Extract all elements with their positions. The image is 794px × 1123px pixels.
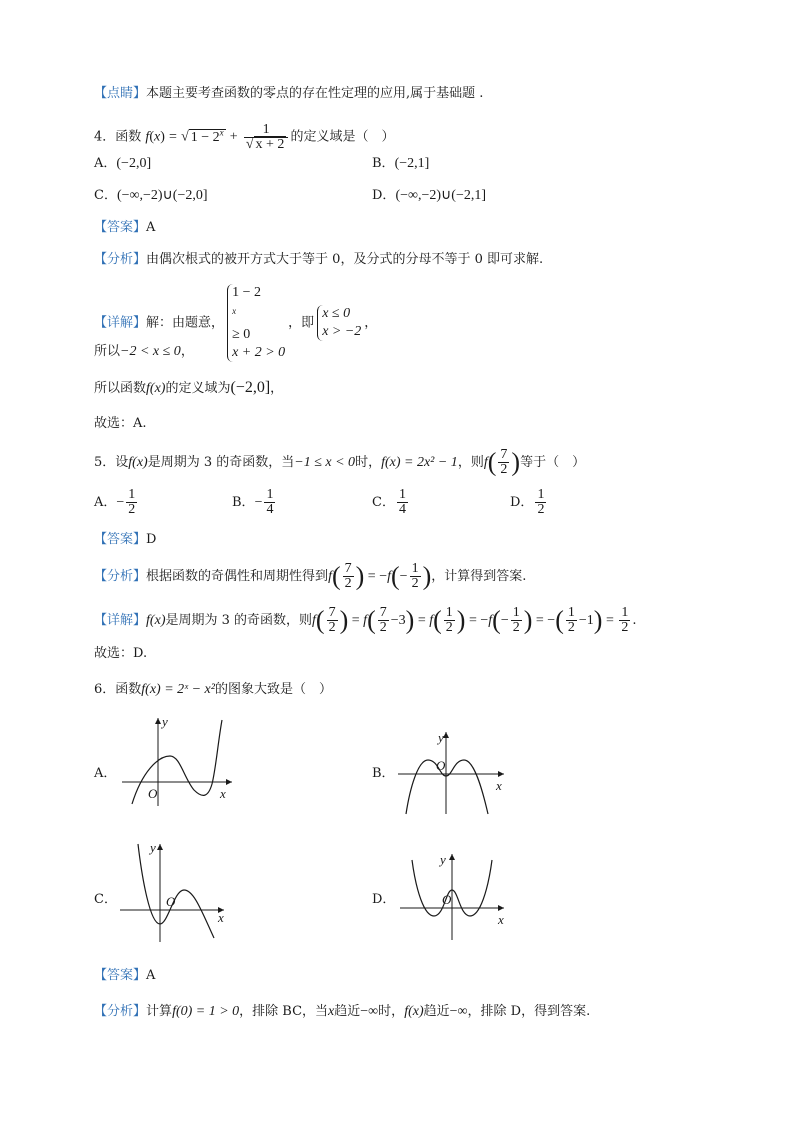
q6-analysis: 【分析】计算f(0) = 1 > 0，排除 BC，当x趋近−∞时，f(x)趋近−∞，排除 D，得到答案. xyxy=(94,1004,591,1019)
q4-option-d[interactable]: D．(−∞,−2)∪(−2,1] xyxy=(372,188,486,203)
x-arrow-icon xyxy=(498,905,504,911)
y-arrow-icon xyxy=(449,854,455,860)
q5-choose: 故选：D. xyxy=(94,646,148,661)
curve xyxy=(406,760,488,814)
origin-label: O xyxy=(148,786,158,801)
q5-option-c[interactable]: C． $\frac{1}{4}$ xyxy=(372,487,406,517)
origin-label: O xyxy=(442,892,452,907)
q5-option-d[interactable]: D． $\frac{1}{2}$ xyxy=(510,487,545,517)
q4-choose: 故选：A. xyxy=(94,416,147,431)
y-arrow-icon xyxy=(155,718,161,724)
q6-graph-b[interactable] xyxy=(396,728,512,816)
q6-graph-c[interactable] xyxy=(118,838,232,944)
q4-answer: 【答案】A xyxy=(94,220,156,235)
q6-stem: 6．函数f(x) = 2ˣ − x²的图象大致是（ ） xyxy=(94,682,332,697)
x-arrow-icon xyxy=(498,771,504,777)
x-label: x xyxy=(498,912,504,927)
y-label: y xyxy=(150,840,156,855)
y-arrow-icon xyxy=(157,844,163,850)
origin-label: O xyxy=(436,758,446,773)
q6-option-b-label[interactable]: B． xyxy=(372,766,395,781)
q5-option-b[interactable]: B．− $\frac{1}{4}$ xyxy=(232,487,274,517)
q4-option-c[interactable]: C．(−∞,−2)∪(−2,0] xyxy=(94,188,208,203)
x-label: x xyxy=(220,786,226,801)
dianjing-line xyxy=(94,84,483,104)
q6-graph-d[interactable] xyxy=(398,850,510,942)
q6-option-d-label[interactable]: D． xyxy=(372,892,396,907)
q4-so2: 所以函数f(x)的定义域为(−2,0]， xyxy=(94,379,284,396)
q5-detail: 【详解】f(x)是周期为 3 的奇函数，则f( $\frac{7}{2}$ ) = f( $\frac{7}{2}$ −3) = f( $\frac{1}{2}$ ) = −f(− $\frac{1}{2}$ ) = −( $\frac{1}{2}$ −1) = $\frac{1}{2}$ . xyxy=(94,605,637,635)
origin-label: O xyxy=(166,894,176,909)
q4-option-b[interactable]: B．(−2,1] xyxy=(372,156,430,171)
q4-so1: 所以−2 < x ≤ 0， xyxy=(94,344,194,359)
y-label: y xyxy=(438,730,444,745)
y-arrow-icon xyxy=(443,732,449,738)
q4-fraction: $\frac{1}{√ x + 2}$ xyxy=(244,123,289,152)
x-label: x xyxy=(496,778,502,793)
q5-analysis: 【分析】根据函数的奇偶性和周期性得到f( $\frac{7}{2}$ ) = −f(− $\frac{1}{2}$ )，计算得到答案. xyxy=(94,561,527,591)
x-label: x xyxy=(218,910,224,925)
dianjing-tag: 【点睛】 xyxy=(94,86,147,101)
q6-option-a-label[interactable]: A． xyxy=(94,766,117,781)
q4-option-a[interactable]: A．(−2,0] xyxy=(94,156,152,171)
q6-graph-a[interactable] xyxy=(118,712,238,808)
dianjing-text: 本题主要考查函数的零点的存在性定理的应用,属于基础题 . xyxy=(146,86,484,101)
q4-analysis: 【分析】由偶次根式的被开方式大于等于 0，及分式的分母不等于 0 即可求解. xyxy=(94,252,544,267)
q5-answer: 【答案】D xyxy=(94,532,157,547)
q5-option-a[interactable]: A．− $\frac{1}{2}$ xyxy=(94,487,136,517)
q6-answer: 【答案】A xyxy=(94,968,156,983)
curve xyxy=(138,844,214,938)
y-label: y xyxy=(162,714,168,729)
q4-stem: 4．函数 f(x) = √ $1 - 2^x$ + $\frac{1}{√ x + 2}$ 的定义域是（ ） xyxy=(94,121,395,152)
curve xyxy=(132,720,222,804)
q4-detail: 【详解】解：由题意， 1 − 2 $^x$ ≥ 0 x + 2 > 0 ，即 x ≤ 0 x > −2 ， xyxy=(94,285,378,360)
y-label: y xyxy=(440,852,446,867)
x-arrow-icon xyxy=(226,779,232,785)
q6-option-c-label[interactable]: C． xyxy=(94,892,117,907)
q5-stem: 5．设f(x)是周期为 3 的奇函数，当−1 ≤ x < 0时，f(x) = 2x² − 1，则f( $\frac{7}{2}$ )等于（ ） xyxy=(94,447,586,477)
